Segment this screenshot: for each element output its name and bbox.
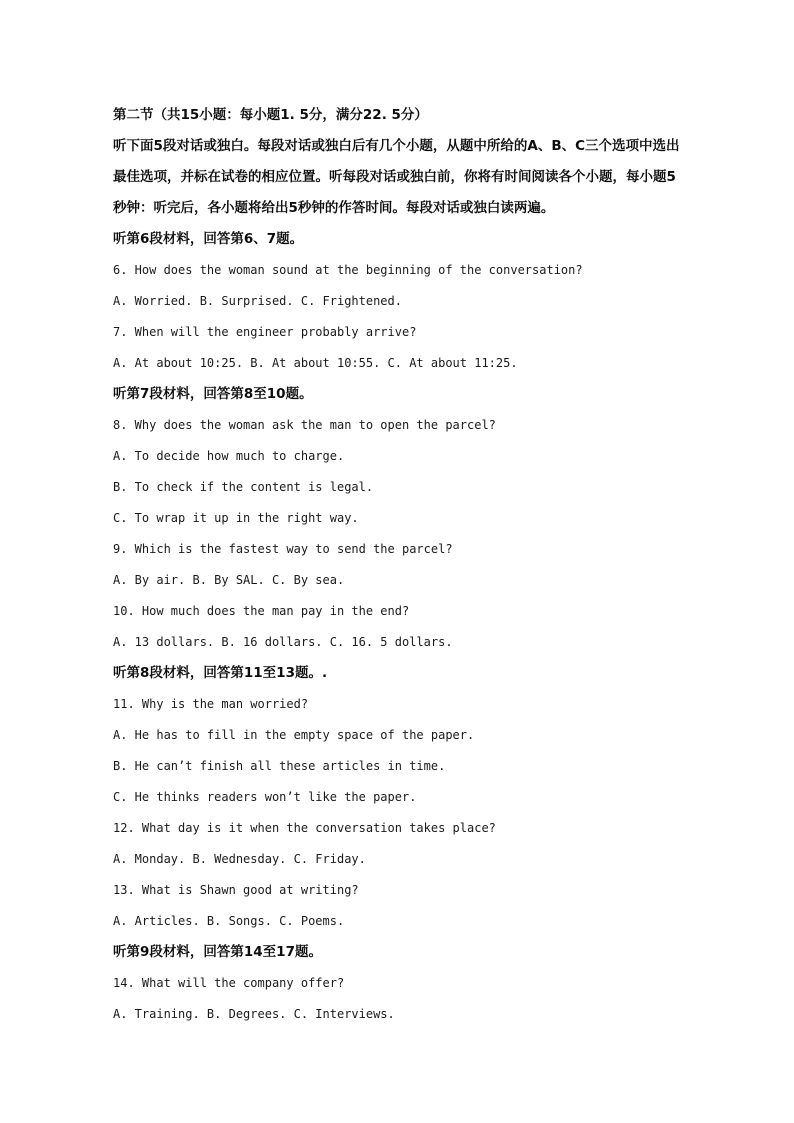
instructions-line-3: 秒钟：听完后，各小题将给出5秒钟的作答时间。每段对话或独白读两遍。 — [113, 200, 555, 216]
document-content — [113, 100, 713, 1030]
question-14-options: A. Training. B. Degrees. C. Interviews. — [113, 1007, 395, 1021]
question-10: 10. How much does the man pay in the end? — [113, 604, 410, 618]
group6-heading: 听第6段材料，回答第6、7题。 — [113, 231, 304, 247]
question-12: 12. What day is it when the conversation takes place? — [113, 821, 496, 835]
group7-heading: 听第7段材料，回答第8至10题。 — [113, 386, 313, 402]
group9-heading: 听第9段材料，回答第14至17题。 — [113, 944, 322, 960]
question-11-option-a: A. He has to fill in the empty space of the paper. — [113, 728, 475, 742]
question-11: 11. Why is the man worried? — [113, 697, 309, 711]
instructions-line-1: 听下面5段对话或独白。每段对话或独白后有几个小题，从题中所给的A、B、C三个选项中选出 — [113, 138, 680, 154]
instructions-line-2: 最佳选项，并标在试卷的相应位置。听每段对话或独白前，你将有时间阅读各个小题，每小题5 — [113, 169, 676, 185]
question-6: 6. How does the woman sound at the beginning of the conversation? — [113, 263, 583, 277]
question-12-options: A. Monday. B. Wednesday. C. Friday. — [113, 852, 366, 866]
question-9-options: A. By air. B. By SAL. C. By sea. — [113, 573, 345, 587]
question-11-option-c: C. He thinks readers won’t like the paper. — [113, 790, 417, 804]
question-7: 7. When will the engineer probably arrive? — [113, 325, 417, 339]
question-8-option-b: B. To check if the content is legal. — [113, 480, 374, 494]
question-8-option-a: A. To decide how much to charge. — [113, 449, 345, 463]
group8-heading: 听第8段材料，回答第11至13题。. — [113, 665, 328, 681]
question-8-option-c: C. To wrap it up in the right way. — [113, 511, 359, 525]
question-9: 9. Which is the fastest way to send the parcel? — [113, 542, 453, 556]
question-11-option-b: B. He can’t finish all these articles in time. — [113, 759, 446, 773]
question-7-options: A. At about 10:25. B. At about 10:55. C. At about 11:25. — [113, 356, 518, 370]
question-13: 13. What is Shawn good at writing? — [113, 883, 359, 897]
question-10-options: A. 13 dollars. B. 16 dollars. C. 16. 5 dollars. — [113, 635, 453, 649]
question-14: 14. What will the company offer? — [113, 976, 345, 990]
question-8: 8. Why does the woman ask the man to open the parcel? — [113, 418, 496, 432]
question-6-options: A. Worried. B. Surprised. C. Frightened. — [113, 294, 402, 308]
question-13-options: A. Articles. B. Songs. C. Poems. — [113, 914, 345, 928]
section-title: 第二节（共15小题：每小题1. 5分，满分22. 5分） — [113, 107, 428, 123]
